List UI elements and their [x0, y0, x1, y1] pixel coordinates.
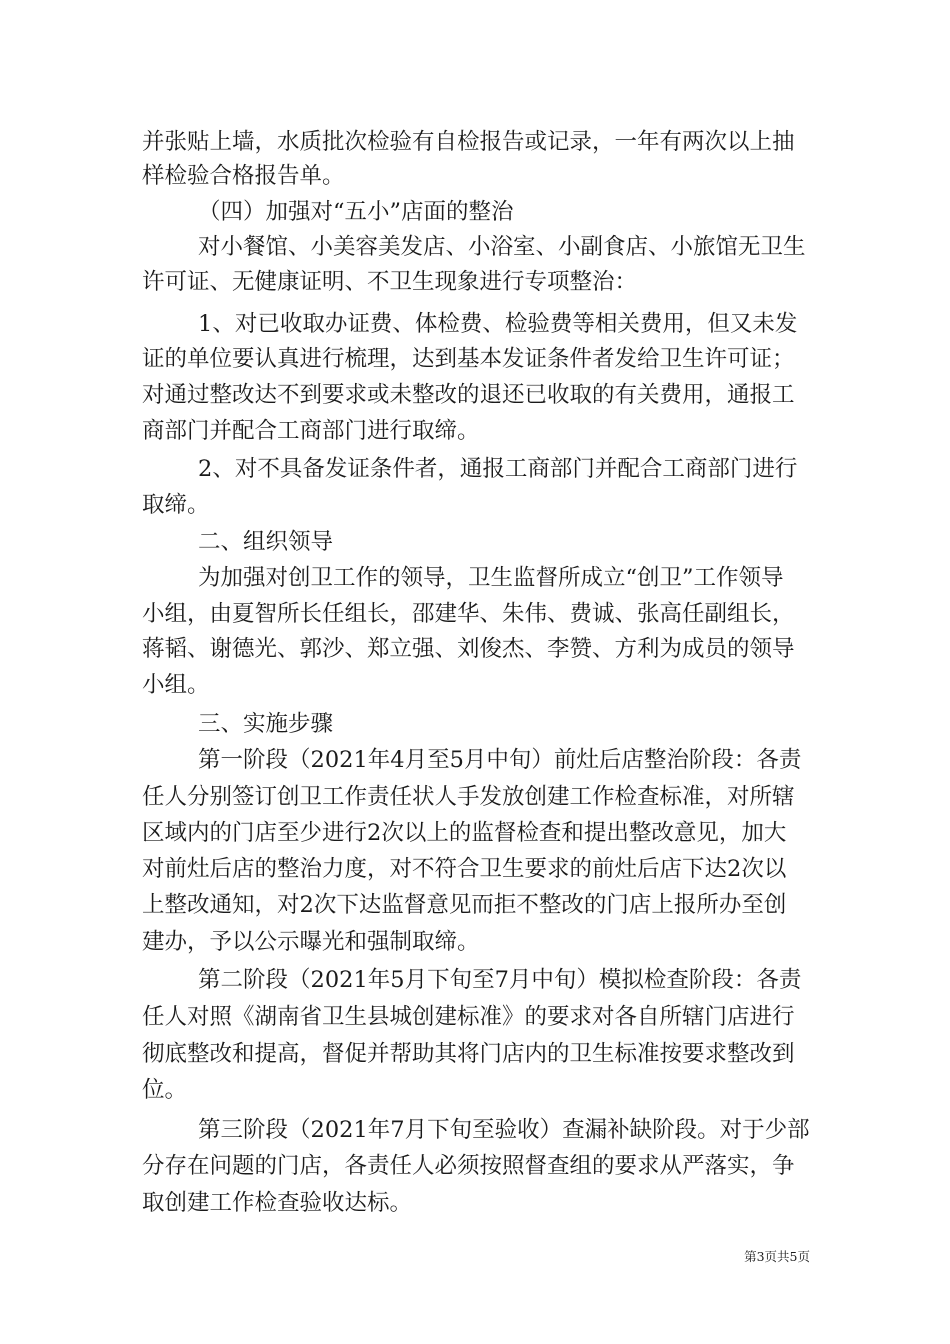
text-line: 第三阶段（2021年7月下旬至验收）查漏补缺阶段。对于少部 [198, 1117, 810, 1143]
text-line: 样检验合格报告单。 [142, 163, 345, 189]
text-line: 为加强对创卫工作的领导，卫生监督所成立“创卫”工作领导 [198, 565, 784, 591]
text-line: 区域内的门店至少进行2次以上的监督检查和提出整改意见，加大 [142, 820, 787, 846]
text-line: 小组。 [142, 672, 210, 698]
section-heading: 三、实施步骤 [198, 711, 334, 737]
text-line: 对前灶后店的整治力度，对不符合卫生要求的前灶后店下达2次以 [142, 856, 787, 882]
text-line: 蒋韬、谢德光、郭沙、郑立强、刘俊杰、李赞、方利为成员的领导 [142, 636, 795, 662]
text-line: 证的单位要认真进行梳理，达到基本发证条件者发给卫生许可证； [142, 346, 795, 372]
text-line: 任人分别签订创卫工作责任状人手发放创建工作检查标准，对所辖 [142, 784, 795, 810]
text-line: 任人对照《湖南省卫生县城创建标准》的要求对各自所辖门店进行 [142, 1004, 795, 1030]
text-line: 上整改通知，对2次下达监督意见而拒不整改的门店上报所办至创 [142, 892, 787, 918]
text-line: 1、对已收取办证费、体检费、检验费等相关费用，但又未发 [198, 311, 798, 337]
text-line: 取创建工作检查验收达标。 [142, 1190, 413, 1216]
text-line: 对通过整改达不到要求或未整改的退还已收取的有关费用，通报工 [142, 382, 795, 408]
text-line: 位。 [142, 1077, 188, 1103]
text-line: 商部门并配合工商部门进行取缔。 [142, 418, 480, 444]
section-heading: （四）加强对“五小”店面的整治 [198, 199, 514, 225]
text-line: 许可证、无健康证明、不卫生现象进行专项整治： [142, 269, 638, 295]
text-line: 并张贴上墙，水质批次检验有自检报告或记录，一年有两次以上抽 [142, 129, 795, 155]
section-heading: 二、组织领导 [198, 529, 334, 555]
text-line: 小组，由夏智所长任组长，邵建华、朱伟、费诚、张高任副组长， [142, 601, 795, 627]
text-line: 建办，予以公示曝光和强制取缔。 [142, 929, 480, 955]
text-line: 第二阶段（2021年5月下旬至7月中旬）模拟检查阶段：各责 [198, 967, 802, 993]
text-line: 彻底整改和提高，督促并帮助其将门店内的卫生标准按要求整改到 [142, 1041, 795, 1067]
text-line: 2、对不具备发证条件者，通报工商部门并配合工商部门进行 [198, 456, 798, 482]
text-line: 第一阶段（2021年4月至5月中旬）前灶后店整治阶段：各责 [198, 747, 802, 773]
text-line: 对小餐馆、小美容美发店、小浴室、小副食店、小旅馆无卫生 [198, 234, 806, 260]
page-number: 第3页共5页 [744, 1249, 810, 1264]
text-line: 分存在问题的门店，各责任人必须按照督查组的要求从严落实，争 [142, 1153, 795, 1179]
text-line: 取缔。 [142, 492, 210, 518]
